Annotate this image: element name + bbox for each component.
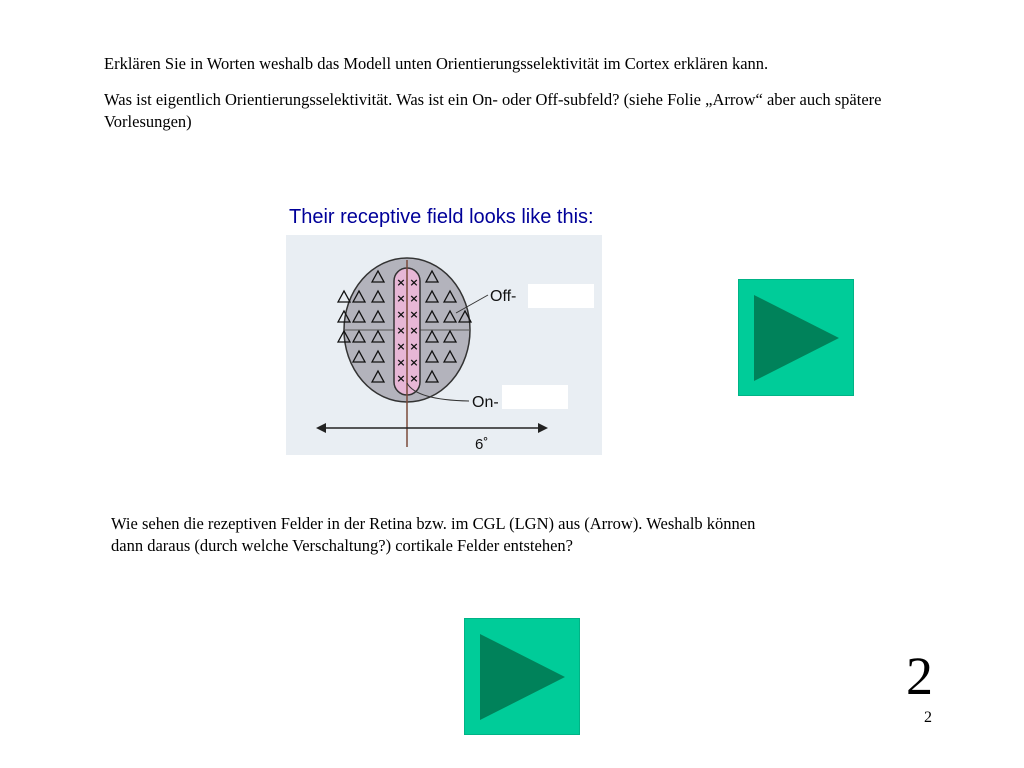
off-label-mask [528, 284, 594, 308]
on-cross-mark: × [409, 324, 419, 337]
on-cross-mark: × [396, 324, 406, 337]
on-cross-mark: × [396, 308, 406, 321]
question-orientation-model: Erklären Sie in Worten weshalb das Modell unten Orientierungsselektivität im Cortex erklären kann. [104, 54, 769, 73]
on-cross-mark: × [409, 356, 419, 369]
play-button-top[interactable] [738, 279, 854, 396]
on-cross-mark: × [396, 356, 406, 369]
play-triangle-icon [465, 619, 581, 736]
on-cross-mark: × [396, 372, 406, 385]
receptive-field-figure [286, 235, 602, 455]
on-cross-mark: × [409, 276, 419, 289]
on-cross-mark: × [409, 372, 419, 385]
slide-number-large: 2 [906, 646, 933, 706]
figure-caption: Their receptive field looks like this: [289, 206, 594, 228]
question-retina-lgn-fields: Wie sehen die rezeptiven Felder in der Retina bzw. im CGL (LGN) aus (Arrow). Weshalb können dann daraus (durch welche Verschaltung?) cortikale Felder entstehen? [111, 514, 756, 555]
on-cross-mark: × [396, 340, 406, 353]
on-label-mask [502, 385, 568, 409]
on-cross-mark: × [396, 292, 406, 305]
play-triangle-icon [739, 280, 855, 397]
on-subfield-label: On- [472, 394, 499, 411]
off-subfield-label: Off- [490, 288, 517, 305]
width-scale-label: 6˚ [475, 436, 489, 453]
play-button-bottom[interactable] [464, 618, 580, 735]
question-on-off-subfield: Was ist eigentlich Orientierungsselektivität. Was ist ein On- oder Off-subfeld? (siehe Folie „Arrow“ aber auch spätere Vorlesungen) [104, 90, 882, 131]
slide-number-small: 2 [924, 709, 932, 726]
on-cross-mark: × [409, 292, 419, 305]
on-cross-mark: × [409, 308, 419, 321]
on-cross-mark: × [396, 276, 406, 289]
on-cross-mark: × [409, 340, 419, 353]
